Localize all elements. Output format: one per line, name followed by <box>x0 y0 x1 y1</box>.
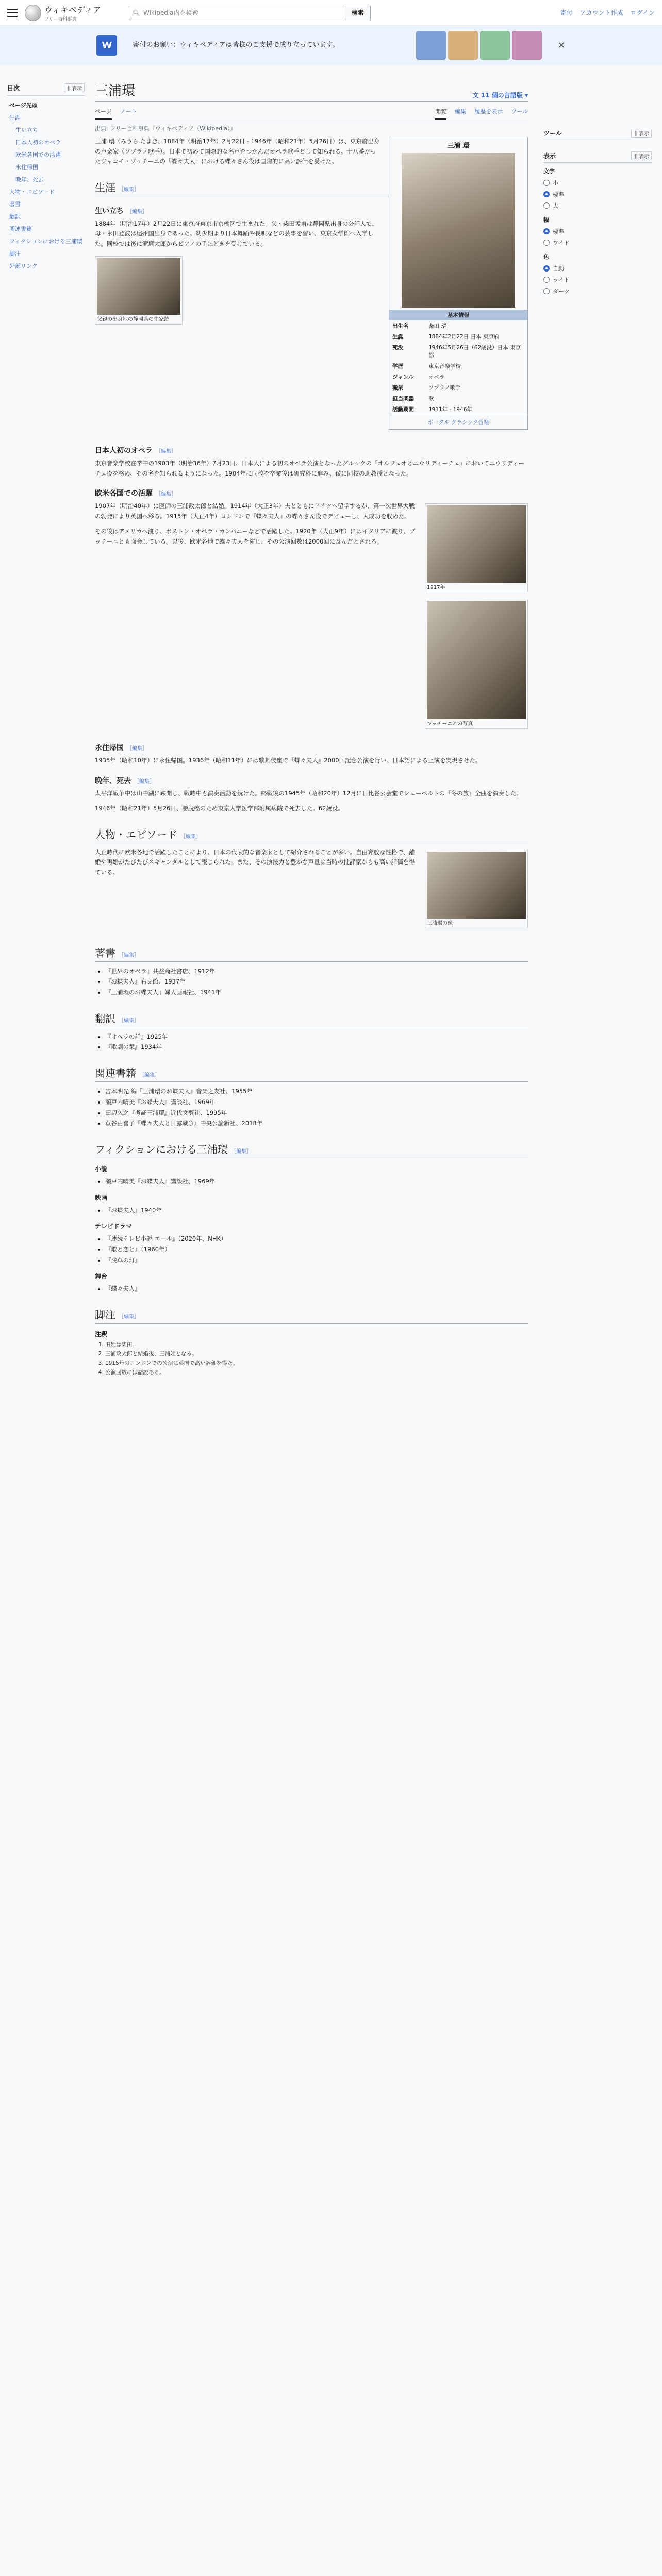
thumbnail[interactable] <box>425 850 528 928</box>
tab-read[interactable]: 閲覧 <box>435 104 446 120</box>
appearance-hide-button[interactable]: 非表示 <box>631 151 652 160</box>
radio-icon <box>543 277 550 283</box>
language-button[interactable]: 文︎ 11 個の言語版 ▾ <box>472 92 528 99</box>
fiction-film-label: 映画 <box>95 1194 108 1201</box>
tools-title: ツール <box>543 130 562 137</box>
paragraph: 1907年（明治40年）に医師の三浦政太郎と結婚。1914年（大正3年）夫とともにドイツへ留学するが、第一次世界大戦の勃発により英国へ移る。1915年（大正4年）ロンドンで『蝶々夫人』の蝶々さん役でデビューし、大成功を収めた。 <box>95 502 415 520</box>
notes-label: 注釈 <box>95 1331 108 1338</box>
main-content <box>85 65 538 1377</box>
toc-item[interactable]: 外部リンク <box>9 263 38 269</box>
header <box>0 0 662 26</box>
radio-icon <box>543 288 550 294</box>
width-label: 幅 <box>543 216 549 223</box>
tab-page[interactable]: ページ <box>95 104 112 120</box>
infobox-value: 東京音楽学校 <box>428 363 461 369</box>
radio-icon <box>543 265 550 272</box>
edit-link[interactable]: ［編集］ <box>127 209 147 215</box>
site-logo[interactable] <box>25 4 101 22</box>
search-icon: 🔍︎ <box>132 9 140 16</box>
radio-icon <box>543 202 550 209</box>
radio-icon <box>543 180 550 186</box>
radio-option[interactable] <box>543 226 652 237</box>
wikipedia-globe-icon <box>25 5 41 21</box>
list-item: • 『蝶々夫人』 <box>105 1283 528 1294</box>
search-button[interactable]: 検索 <box>345 6 371 20</box>
edit-link[interactable]: ［編集］ <box>139 1073 160 1079</box>
login-link[interactable]: ログイン <box>630 9 655 16</box>
infobox-row <box>389 404 527 415</box>
infobox-key: 生誕 <box>392 334 403 340</box>
donate-link[interactable]: 寄付 <box>560 9 573 16</box>
paragraph: 1946年（昭和21年）5月26日、膀胱癌のため東京大学医学部附属病院で死去した。62歳没。 <box>95 805 344 812</box>
banner-image <box>416 31 446 60</box>
list-item: • 『浅草の灯』 <box>105 1255 528 1266</box>
right-panel <box>538 65 652 1377</box>
thumbnail[interactable] <box>425 599 528 729</box>
radio-label: 標準 <box>553 191 564 198</box>
appearance-title: 表示 <box>543 152 556 160</box>
menu-icon[interactable] <box>7 9 18 17</box>
thumbnail[interactable] <box>95 256 183 325</box>
infobox-key: 活動期間 <box>392 406 414 413</box>
toc-item[interactable]: 関連書籍 <box>9 226 32 232</box>
section-heading-overseas: 欧米各国での活躍 ［編集］ <box>95 489 176 498</box>
radio-icon <box>543 191 550 197</box>
radio-option[interactable] <box>543 177 652 189</box>
fiction-stage-label: 舞台 <box>95 1273 108 1280</box>
thumbnail-image <box>427 601 526 719</box>
infobox <box>389 137 528 430</box>
article-source: 出典: フリー百科事典『ウィキペディア（Wikipedia）』 <box>95 125 236 132</box>
section-heading-return: 永住帰国 ［編集］ <box>95 744 147 753</box>
radio-option[interactable] <box>543 189 652 200</box>
infobox-row <box>389 393 527 404</box>
radio-option[interactable] <box>543 274 652 285</box>
toc-item[interactable]: 日本人初のオペラ <box>15 139 61 146</box>
toc-item[interactable]: 著書 <box>9 201 21 208</box>
donation-banner <box>0 26 662 65</box>
banner-text: 寄付のお願い：ウィキペディアは皆様のご支援で成り立っています。 <box>133 41 339 49</box>
banner-image <box>448 31 478 60</box>
site-tagline: フリー百科事典 <box>44 16 77 22</box>
list-item: • 吉本明光 編『三浦環のお蝶夫人』音楽之友社、1955年 <box>105 1086 528 1097</box>
notes-list <box>105 1341 528 1377</box>
toc-item[interactable]: フィクションにおける三浦環 <box>9 238 82 245</box>
user-links <box>560 8 655 17</box>
radio-label: 小 <box>553 180 558 187</box>
edit-link[interactable]: ［編集］ <box>119 1314 139 1320</box>
list-item: • 瀬戸内晴美『お蝶夫人』講談社、1969年 <box>105 1097 528 1108</box>
toc-item[interactable]: 翻訳 <box>9 213 21 220</box>
infobox-row <box>389 371 527 382</box>
infobox-value: オペラ <box>428 374 445 380</box>
paragraph: 太平洋戦争中は山中湖に疎開し、戦時中も演奏活動を続けた。終戦後の1945年（昭和20年）12月に日比谷公会堂でシューベルトの『冬の旅』全曲を演奏した。 <box>95 789 522 797</box>
fiction-tv-label: テレビドラマ <box>95 1223 132 1230</box>
edit-link[interactable]: ［編集］ <box>119 187 139 193</box>
thumbnail-caption: 三浦環の像 <box>427 920 453 926</box>
edit-link[interactable]: ［編集］ <box>134 778 155 785</box>
intro-paragraph: 三浦 環（みうら たまき、1884年（明治17年）2月22日 - 1946年（昭和21年）5月26日）は、東京府出身の声楽家（ソプラノ歌手）。日本で初めて国際的な名声をつかんだオペラ歌手として知られる。十八番だったジャコモ・プッチーニの「蝶々夫人」における蝶々さん役は国際的に高い評価を受けた。 <box>95 138 380 165</box>
list-item: 4. 公演回数には諸説ある。 <box>105 1368 528 1378</box>
toc-hide-button[interactable]: 非表示 <box>64 83 85 92</box>
list-item: 1. 旧姓は柴田。 <box>105 1341 528 1350</box>
list-item: • 『お蝶夫人』1940年 <box>105 1205 528 1216</box>
infobox-value: 1946年5月26日（62歳没）日本 東京都 <box>428 345 521 359</box>
section-heading-life: 生涯 ［編集］ <box>95 179 528 196</box>
tab-history[interactable]: 履歴を表示 <box>474 108 503 115</box>
thumbnail[interactable] <box>425 503 528 592</box>
thumbnail-caption: プッチーニとの写真 <box>427 721 473 727</box>
edit-link[interactable]: ［編集］ <box>156 492 176 498</box>
infobox-key: 担当楽器 <box>392 396 414 402</box>
section-heading-death: 晩年、死去 ［編集］ <box>95 776 155 785</box>
infobox-row <box>389 331 527 342</box>
edit-link[interactable]: ［編集］ <box>127 746 147 752</box>
toc-item[interactable]: 欧米各国での活躍 <box>15 151 61 158</box>
section-heading-childhood: 生い立ち ［編集］ <box>95 207 147 215</box>
books-list <box>105 1086 528 1129</box>
tab-edit[interactable]: 編集 <box>455 108 467 115</box>
infobox-portrait <box>402 153 515 308</box>
infobox-key: 学歴 <box>392 363 403 369</box>
toc-item[interactable]: 晩年、死去 <box>15 176 44 183</box>
radio-option[interactable] <box>543 200 652 211</box>
radio-option[interactable] <box>543 237 652 248</box>
edit-link[interactable]: ［編集］ <box>119 1018 139 1024</box>
paragraph: その後はアメリカへ渡り、ボストン・オペラ・カンパニーなどで活躍した。1920年（大正9年）にはイタリアに渡り、プッチーニとも面会している。以後、欧米各地で蝶々夫人を演じ、その公演回数は2000回に及んだとされる。 <box>95 528 416 545</box>
banner-images <box>416 31 542 60</box>
list-item: • 『歌劇の栞』1934年 <box>105 1042 528 1053</box>
edit-link[interactable]: ［編集］ <box>119 952 139 958</box>
section-heading-fiction: フィクションにおける三浦環 ［編集］ <box>95 1141 528 1158</box>
edit-link[interactable]: ［編集］ <box>180 834 201 840</box>
thumbnail-image <box>427 505 526 583</box>
page-title: 三浦環 <box>95 83 136 99</box>
radio-label: 自動 <box>553 265 564 272</box>
tab-talk[interactable]: ノート <box>120 108 137 115</box>
section-heading-notes: 脚注 ［編集］ <box>95 1307 528 1324</box>
list-item: • 『連続テレビ小説 エール』（2020年、NHK） <box>105 1233 528 1244</box>
paragraph: 大正時代に欧米各地で活躍したことにより、日本の代表的な音楽家として紹介されることが多い。自由奔放な性格で、離婚や再婚がたびたびスキャンダルとして報じられた。また、その演技力と豊かな声量は当時の批評家からも高い評価を得ている。 <box>95 848 415 876</box>
list-item: • 瀬戸内晴美『お蝶夫人』講談社、1969年 <box>105 1176 528 1187</box>
radio-option[interactable] <box>543 285 652 297</box>
list-item: • 『オペラの話』1925年 <box>105 1031 528 1042</box>
section-heading-translations: 翻訳 ［編集］ <box>95 1010 528 1027</box>
search-form <box>129 6 371 20</box>
infobox-section: 基本情報 <box>389 310 527 320</box>
site-name: ウィキペディア <box>44 5 101 15</box>
search-placeholder: Wikipedia内を検索 <box>143 9 198 16</box>
search-input[interactable] <box>129 6 345 20</box>
infobox-row <box>389 382 527 393</box>
infobox-key: ジャンル <box>392 374 414 380</box>
section-heading-persona: 人物・エピソード ［編集］ <box>95 826 528 843</box>
list-item: • 『世界のオペラ』共益商社書店、1912年 <box>105 966 528 977</box>
tab-tools[interactable]: ツール <box>511 108 528 115</box>
text-size-label: 文字 <box>543 168 555 175</box>
thumbnail-caption: 1917年 <box>427 585 445 591</box>
portal-link[interactable]: ポータル クラシック音楽 <box>389 415 527 429</box>
toc-item[interactable]: 生涯 <box>9 114 21 121</box>
toc-item[interactable]: 永住帰国 <box>15 164 38 171</box>
infobox-title: 三浦 環 <box>447 142 470 150</box>
works-list <box>105 966 528 998</box>
infobox-value: 1884年2月22日 日本 東京府 <box>428 334 500 340</box>
section-heading-opera: 日本人初のオペラ ［編集］ <box>95 447 176 455</box>
paragraph: 1935年（昭和10年）に永住帰国。1936年（昭和11年）には歌舞伎座で『蝶々夫人』2000回記念公演を行い、日本語による上演を実現させた。 <box>95 757 482 765</box>
thumbnail-caption: 父親の出身地の静岡県の生家跡 <box>97 317 169 323</box>
list-item: • 『三浦環のお蝶夫人』婦人画報社、1941年 <box>105 987 528 998</box>
paragraph: 1884年（明治17年）2月22日に東京府東京市京橋区で生まれた。父・柴田孟甫は静岡県出身の公証人で、母・永田登波は遠州国出身であった。幼少期より日本舞踊や長唄などの芸事を習い、東京女学館へ入学した。同校では後に滝廉太郎からピアノの手ほどきを受けている。 <box>95 219 378 247</box>
toc-item[interactable]: ページ先頭 <box>9 102 38 109</box>
infobox-key: 職業 <box>392 385 403 391</box>
infobox-row <box>389 361 527 371</box>
edit-link[interactable]: ［編集］ <box>231 1148 252 1155</box>
color-label: 色 <box>543 253 549 260</box>
paragraph: 東京音楽学校在学中の1903年（明治36年）7月23日、日本人による初のオペラ公演となったグルックの『オルフェオとエウリディーチェ』においてエウリディーチェ役を務め、その名を知られるようになった。1904年に同校を卒業後は研究科に進み、後に同校の助教授となった。 <box>95 460 524 477</box>
thumbnail-image <box>427 852 526 919</box>
fiction-tv-list <box>105 1233 528 1265</box>
toc-title: 目次 <box>7 84 20 92</box>
close-icon[interactable]: ✕ <box>557 40 566 51</box>
list-item: • 萩谷由喜子『蝶々夫人と日露戦争』中央公論新社、2018年 <box>105 1118 528 1129</box>
radio-option[interactable] <box>543 263 652 274</box>
radio-label: ワイド <box>553 240 570 246</box>
list-item: 2. 三浦政太郎と結婚後、三浦姓となる。 <box>105 1350 528 1359</box>
infobox-table <box>389 320 527 415</box>
infobox-value: ソプラノ歌手 <box>428 385 461 391</box>
infobox-key: 出生名 <box>392 323 409 329</box>
toc-item[interactable]: 脚注 <box>9 250 21 257</box>
radio-icon <box>543 228 550 234</box>
infobox-key: 死没 <box>392 345 403 351</box>
radio-label: 大 <box>553 202 558 209</box>
create-account-link[interactable]: アカウント作成 <box>580 9 623 16</box>
edit-link[interactable]: ［編集］ <box>156 449 176 454</box>
translations-list <box>105 1031 528 1053</box>
radio-label: 標準 <box>553 228 564 235</box>
toc-list <box>7 99 85 272</box>
radio-label: ダーク <box>553 288 570 295</box>
infobox-value: 柴田 環 <box>428 323 446 329</box>
tools-hide-button[interactable]: 非表示 <box>631 129 652 138</box>
list-item: • 『お蝶夫人』右文館、1937年 <box>105 976 528 987</box>
list-item: • 『歌と恋と』（1960年） <box>105 1244 528 1255</box>
list-item: • 田辺久之『考証三浦環』近代文藝社、1995年 <box>105 1108 528 1118</box>
fiction-novel-label: 小説 <box>95 1165 108 1173</box>
section-heading-works: 著書 ［編集］ <box>95 945 528 962</box>
toc-item[interactable]: 生い立ち <box>15 127 38 133</box>
toc-sidebar <box>7 65 85 1377</box>
banner-image <box>512 31 542 60</box>
radio-icon <box>543 240 550 246</box>
thumbnail-image <box>97 258 180 315</box>
infobox-value: 1911年 - 1946年 <box>428 406 472 413</box>
banner-image <box>480 31 510 60</box>
section-heading-books: 関連書籍 ［編集］ <box>95 1065 528 1082</box>
banner-logo-icon: W <box>96 35 117 56</box>
infobox-row <box>389 320 527 331</box>
list-item: 3. 1915年のロンドンでの公演は英国で高い評価を得た。 <box>105 1359 528 1368</box>
toc-item[interactable]: 人物・エピソード <box>9 189 55 195</box>
infobox-row <box>389 342 527 361</box>
infobox-value: 歌 <box>428 396 434 402</box>
radio-label: ライト <box>553 277 570 283</box>
